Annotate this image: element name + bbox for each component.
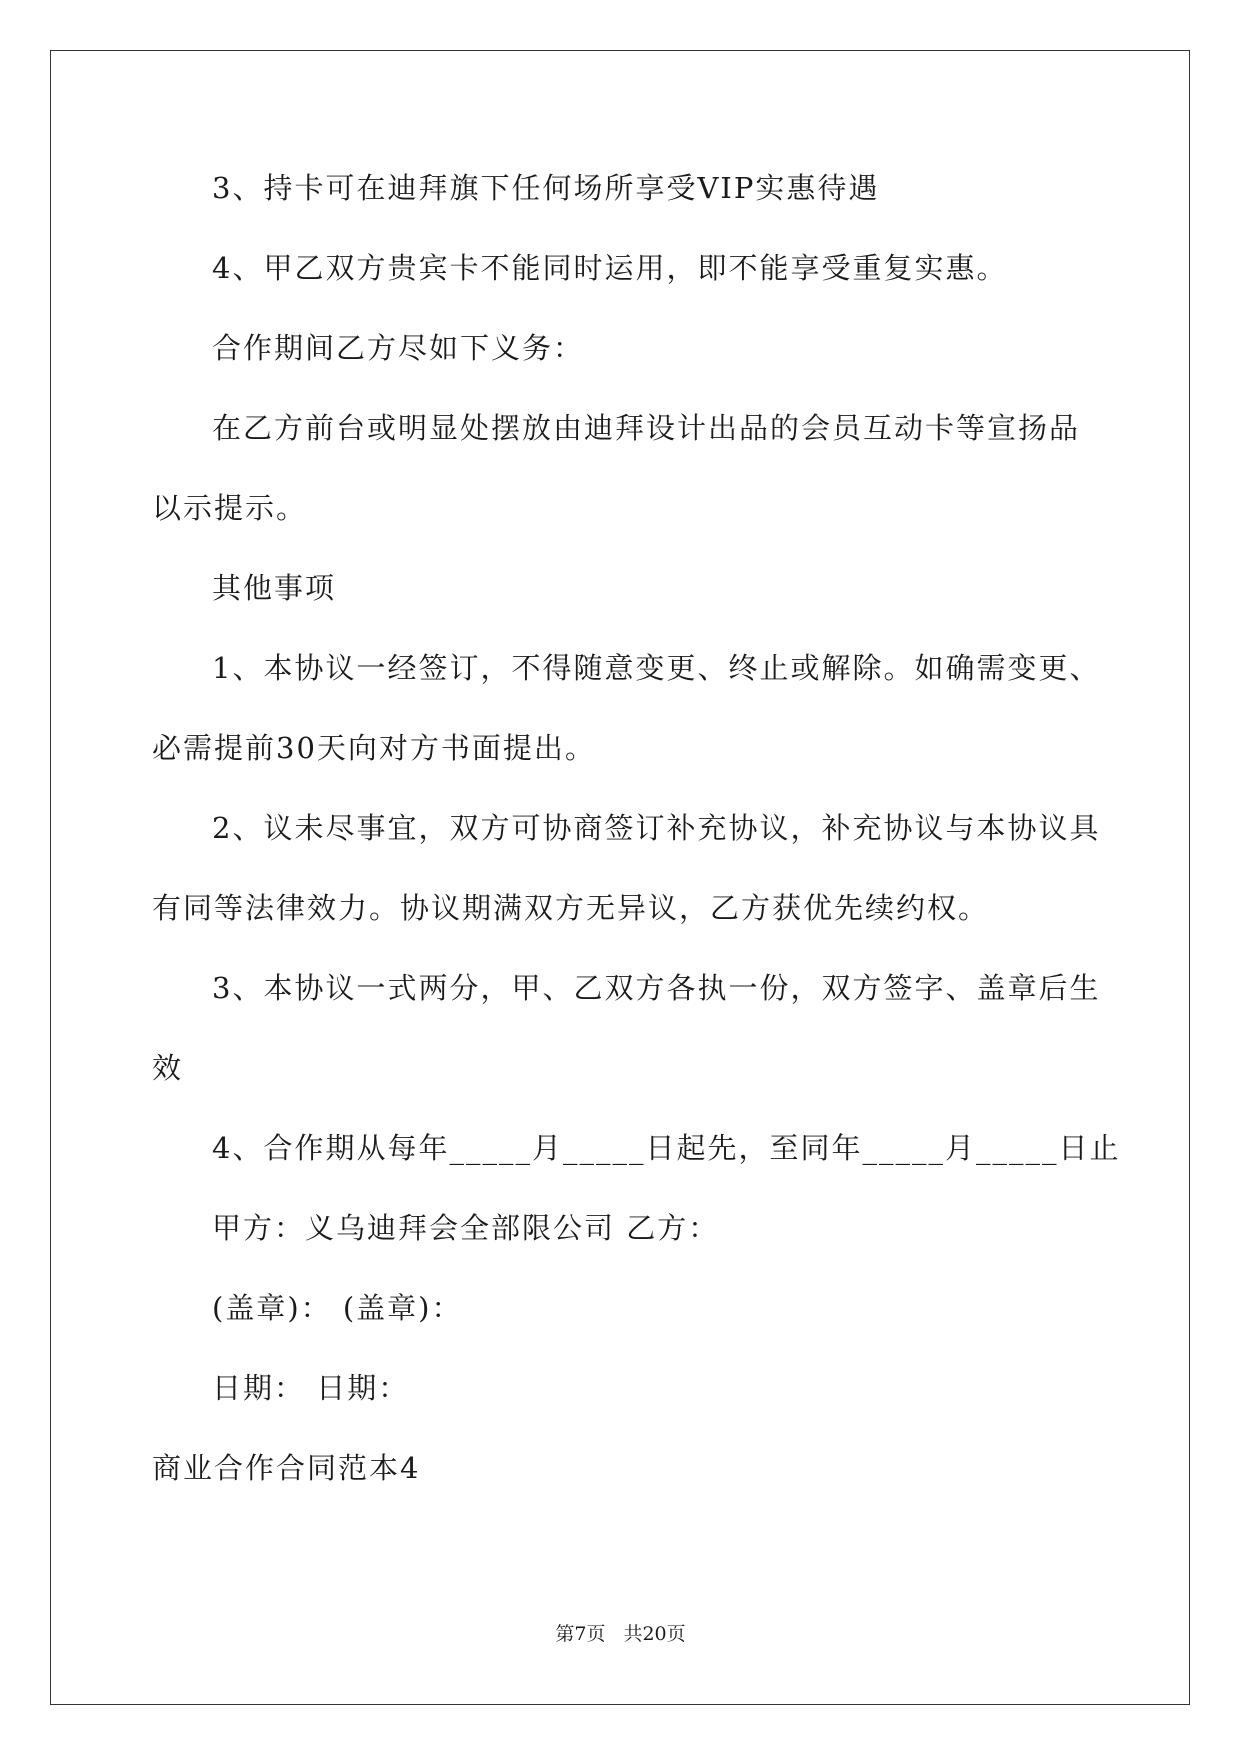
- matter-4-term: 4、合作期从每年_____月_____日起先，至同年_____月_____日止: [212, 1131, 1121, 1165]
- section-title: 商业合作合同范本4: [152, 1451, 421, 1485]
- obligations-heading: 合作期间乙方尽如下义务：: [212, 331, 585, 365]
- page-number: 第7页: [555, 1623, 606, 1645]
- seal-line: (盖章)： (盖章)：: [212, 1291, 463, 1325]
- obligation-text-line-2: 以示提示。: [152, 491, 308, 525]
- matter-3-line-2: 效: [152, 1051, 184, 1085]
- matter-1-line-2: 必需提前30天向对方书面提出。: [152, 731, 596, 765]
- obligation-text-line-1: 在乙方前台或明显处摆放由迪拜设计出品的会员互动卡等宣扬品: [212, 411, 1081, 445]
- matter-1-line-1: 1、本协议一经签订，不得随意变更、终止或解除。如确需变更、: [212, 651, 1101, 685]
- other-matters-heading: 其他事项: [212, 571, 337, 605]
- clause-3-vip: 3、持卡可在迪拜旗下任何场所享受VIP实惠待遇: [212, 171, 880, 205]
- matter-2-line-1: 2、议未尽事宜，双方可协商签订补充协议，补充协议与本协议具: [212, 811, 1101, 845]
- date-line: 日期： 日期：: [212, 1371, 410, 1405]
- party-names: 甲方：义乌迪拜会全部限公司 乙方：: [212, 1211, 720, 1245]
- clause-4-card: 4、甲乙双方贵宾卡不能同时运用，即不能享受重复实惠。: [212, 251, 1008, 285]
- page-footer: [0, 1622, 1241, 1646]
- matter-2-line-2: 有同等法律效力。协议期满双方无异议，乙方获优先续约权。: [152, 891, 990, 925]
- page-total: 共20页: [623, 1623, 686, 1645]
- matter-3-line-1: 3、本协议一式两分，甲、乙双方各执一份，双方签字、盖章后生: [212, 971, 1101, 1005]
